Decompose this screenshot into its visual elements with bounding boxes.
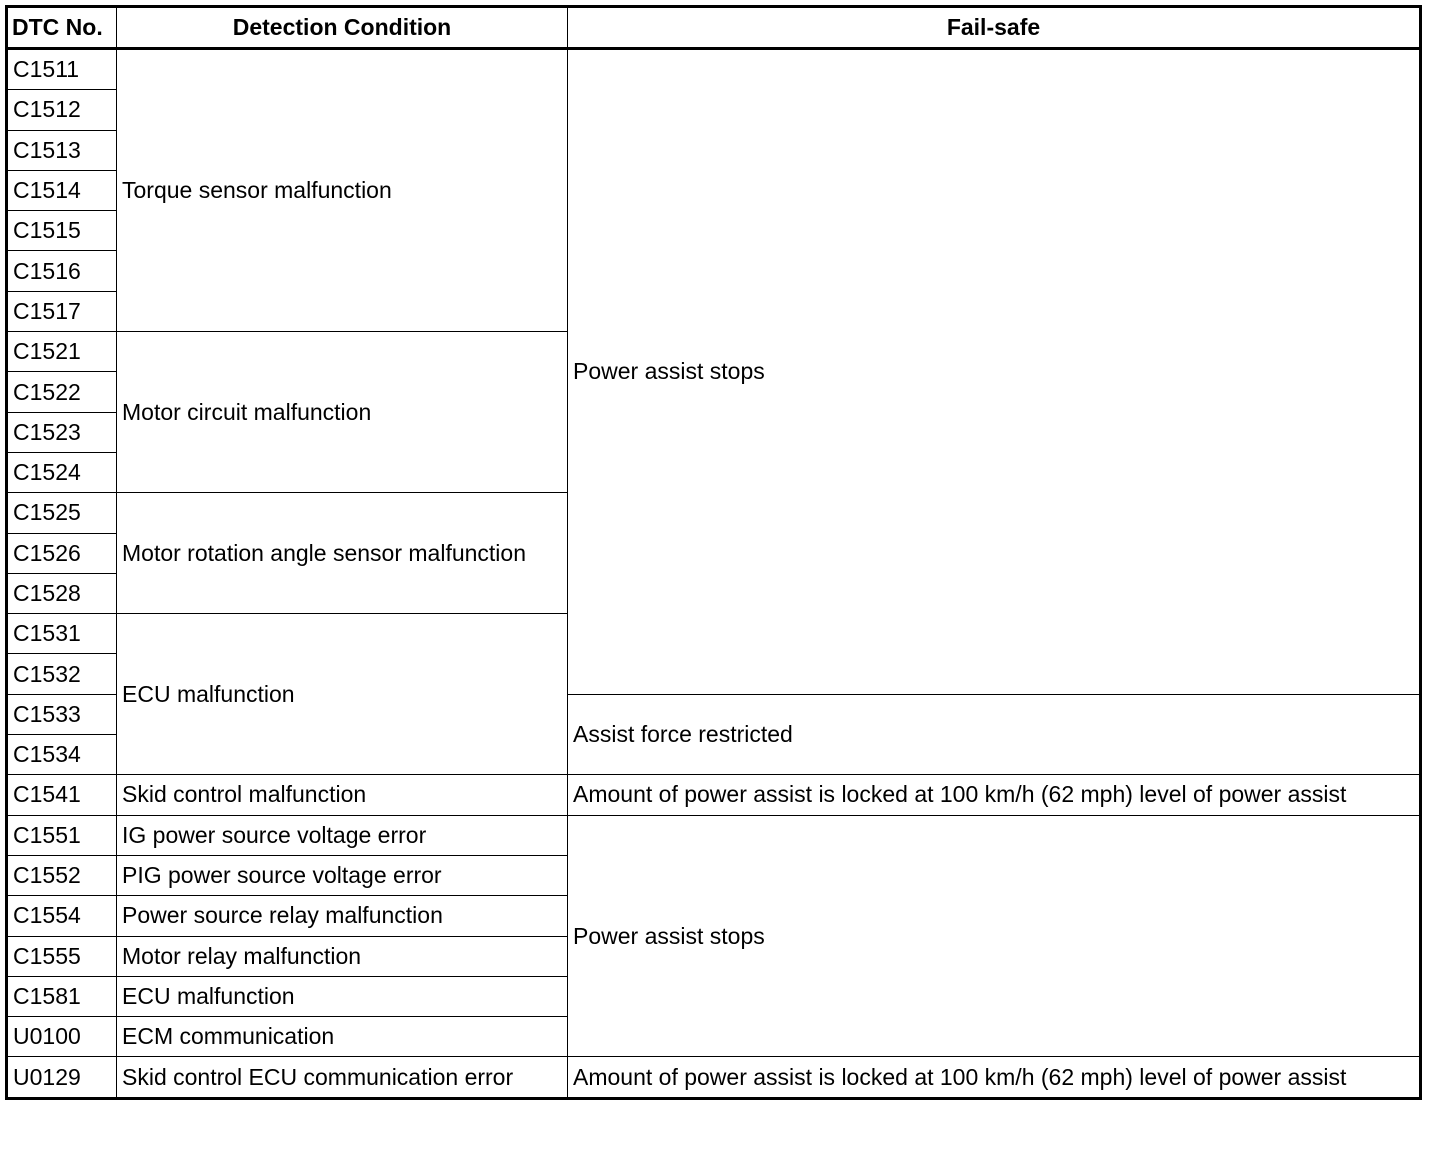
dtc-failsafe-table [5,5,1422,1100]
dtc-code-cell: C1512 [7,90,117,130]
table-body [7,49,1421,1099]
detection-condition-cell: IG power source voltage error [117,815,568,855]
detection-condition-cell: Power source relay malfunction [117,896,568,936]
dtc-code-cell: C1515 [7,211,117,251]
dtc-code-cell: U0129 [7,1057,117,1098]
table-row [7,815,1421,855]
dtc-code-cell: C1552 [7,855,117,895]
fail-safe-cell: Power assist stops [568,815,1421,1057]
dtc-code-cell: C1581 [7,976,117,1016]
dtc-code-cell: C1528 [7,573,117,613]
dtc-code-cell: C1517 [7,291,117,331]
table-row [7,1057,1421,1098]
dtc-code-cell: C1541 [7,775,117,815]
header-dtc-no: DTC No. [7,7,117,49]
dtc-code-cell: C1555 [7,936,117,976]
detection-condition-cell: ECU malfunction [117,614,568,775]
dtc-code-cell: C1531 [7,614,117,654]
detection-condition-cell: Motor rotation angle sensor malfunction [117,493,568,614]
dtc-code-cell: C1521 [7,332,117,372]
dtc-code-cell: C1522 [7,372,117,412]
dtc-code-cell: C1551 [7,815,117,855]
fail-safe-cell: Amount of power assist is locked at 100 km/h (62 mph) level of power assist [568,1057,1421,1098]
detection-condition-cell: ECU malfunction [117,976,568,1016]
dtc-code-cell: C1511 [7,49,117,90]
dtc-code-cell: C1533 [7,694,117,734]
dtc-code-cell: C1513 [7,130,117,170]
detection-condition-cell: Motor relay malfunction [117,936,568,976]
dtc-code-cell: U0100 [7,1017,117,1057]
dtc-code-cell: C1524 [7,452,117,492]
fail-safe-cell: Power assist stops [568,49,1421,695]
detection-condition-cell: ECM communication [117,1017,568,1057]
dtc-code-cell: C1523 [7,412,117,452]
fail-safe-cell: Assist force restricted [568,694,1421,775]
detection-condition-cell: Motor circuit malfunction [117,332,568,493]
header-detection-condition: Detection Condition [117,7,568,49]
dtc-code-cell: C1554 [7,896,117,936]
dtc-code-cell: C1525 [7,493,117,533]
dtc-code-cell: C1534 [7,735,117,775]
detection-condition-cell: Torque sensor malfunction [117,49,568,332]
table-row [7,49,1421,90]
dtc-code-cell: C1514 [7,170,117,210]
table-row [7,775,1421,815]
detection-condition-cell: Skid control malfunction [117,775,568,815]
dtc-code-cell: C1532 [7,654,117,694]
detection-condition-cell: Skid control ECU communication error [117,1057,568,1098]
dtc-code-cell: C1516 [7,251,117,291]
dtc-code-cell: C1526 [7,533,117,573]
detection-condition-cell: PIG power source voltage error [117,855,568,895]
fail-safe-cell: Amount of power assist is locked at 100 km/h (62 mph) level of power assist [568,775,1421,815]
header-row [7,7,1421,49]
header-fail-safe: Fail-safe [568,7,1421,49]
